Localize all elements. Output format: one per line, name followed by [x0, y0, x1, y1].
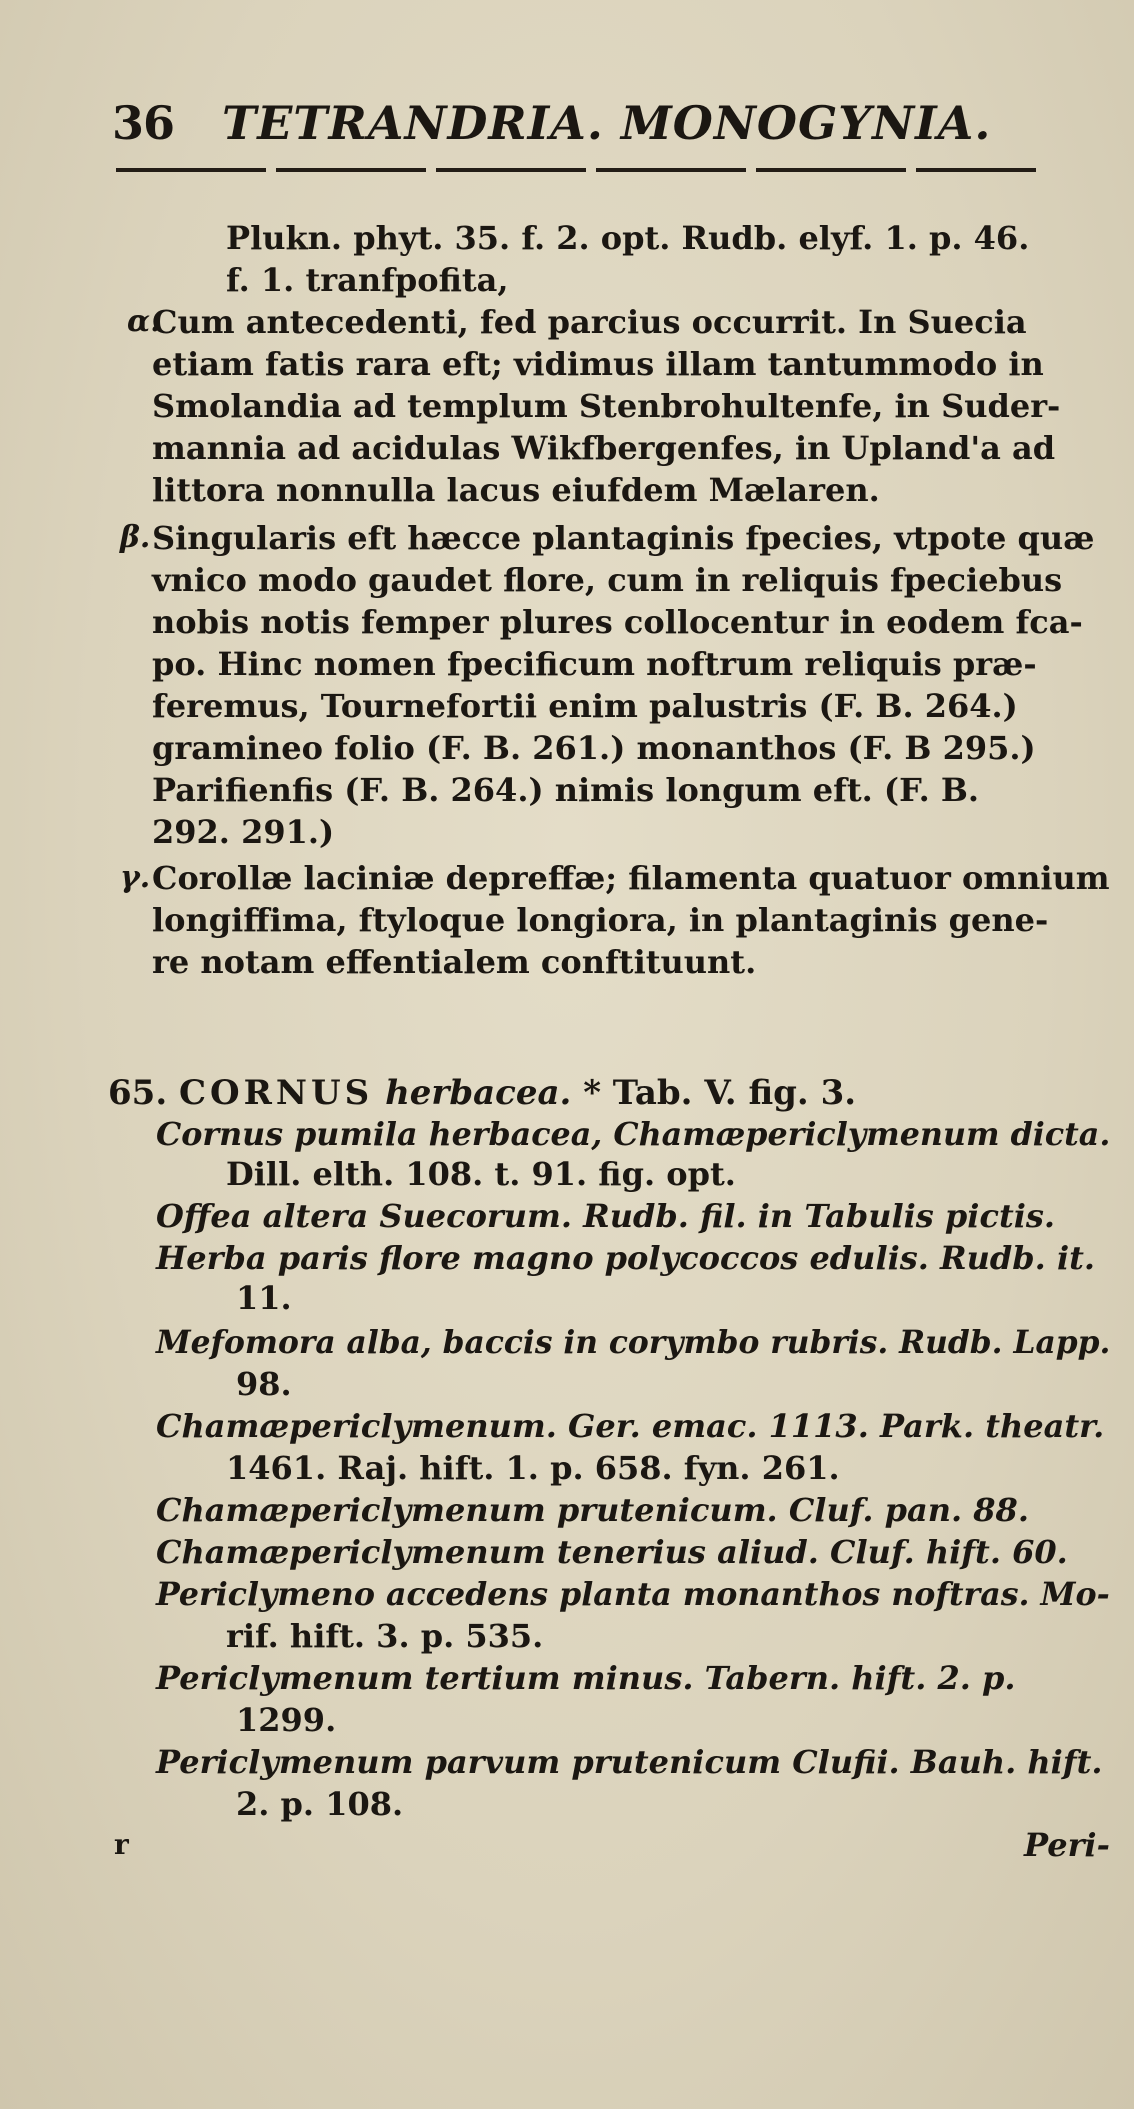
page-number: 36: [112, 96, 175, 150]
synonym-line: 1461. Raj. hift. 1. p. 658. fyn. 261.: [226, 1449, 840, 1487]
synonym-line: 98.: [236, 1365, 292, 1403]
synonym-line: Periclymenum parvum prutenicum Clufii. Bauh. hift.: [156, 1743, 1103, 1781]
note-line: Cum antecedenti, fed parcius occurrit. In Suecia: [152, 303, 1027, 341]
genus-number: 65.: [108, 1073, 168, 1113]
synonym-line: Cornus pumila herbacea, Chamæpericlymenum dicta.: [156, 1115, 1111, 1153]
synonym-line: Mefomora alba, baccis in corymbo rubris. Rudb. Lapp.: [156, 1323, 1111, 1361]
synonym-line: Chamæpericlymenum prutenicum. Cluf. pan. 88.: [156, 1491, 1029, 1529]
synonym-line: 2. p. 108.: [236, 1785, 404, 1823]
running-title: TETRANDRIA. MONOGYNIA.: [222, 96, 992, 150]
note-line: nobis notis femper plures collocentur in eodem fca-: [152, 603, 1083, 641]
genus-heading: [108, 1073, 856, 1113]
continuation-line: f. 1. tranfpofita,: [226, 261, 509, 299]
note-line: longiffima, ftyloque longiora, in plantaginis gene-: [152, 901, 1049, 939]
note-line: vnico modo gaudet flore, cum in reliquis fpeciebus: [152, 561, 1063, 599]
note-marker: β.: [120, 520, 151, 555]
signature-mark: r: [114, 1828, 129, 1861]
note-line: 292. 291.): [152, 813, 335, 851]
genus-epithet: herbacea.: [385, 1073, 572, 1113]
synonym-line: Offea altera Suecorum. Rudb. fil. in Tabulis pictis.: [156, 1197, 1056, 1235]
synonym-line: Herba paris flore magno polycoccos edulis. Rudb. it.: [156, 1239, 1096, 1277]
note-line: Corollæ laciniæ depreffæ; filamenta quatuor omnium: [152, 859, 1110, 897]
note-line: Parifienfis (F. B. 264.) nimis longum eft. (F. B.: [152, 771, 980, 809]
note-line: mannia ad acidulas Wikfbergenfes, in Upland'a ad: [152, 429, 1056, 467]
note-line: feremus, Tournefortii enim palustris (F. B. 264.): [152, 687, 1018, 725]
synonym-line: Periclymenum tertium minus. Tabern. hift. 2. p.: [156, 1659, 1016, 1697]
note-line: Smolandia ad templum Stenbrohultenfe, in Suder-: [152, 387, 1061, 425]
note-marker: γ.: [120, 860, 151, 895]
synonym-line: Dill. elth. 108. t. 91. fig. opt.: [226, 1155, 736, 1193]
note-line: re notam effentialem conftituunt.: [152, 943, 757, 981]
header-rule: [116, 168, 1036, 172]
genus-tab-ref: * Tab. V. fig. 3.: [583, 1073, 857, 1113]
page-header: [112, 96, 1032, 156]
synonym-line: Periclymeno accedens planta monanthos noftras. Mo-: [156, 1575, 1110, 1613]
synonym-line: rif. hift. 3. p. 535.: [226, 1617, 544, 1655]
genus-name: CORNUS: [179, 1073, 374, 1113]
note-marker: α.: [127, 304, 161, 339]
note-line: po. Hinc nomen fpecificum noftrum reliquis præ-: [152, 645, 1037, 683]
note-line: etiam fatis rara eft; vidimus illam tantummodo in: [152, 345, 1044, 383]
note-line: gramineo folio (F. B. 261.) monanthos (F. B 295.): [152, 729, 1036, 767]
synonym-line: 1299.: [236, 1701, 337, 1739]
note-line: Singularis eft hæcce plantaginis fpecies, vtpote quæ: [152, 519, 1095, 557]
synonym-line: Chamæpericlymenum. Ger. emac. 1113. Park. theatr.: [156, 1407, 1105, 1445]
note-line: littora nonnulla lacus eiufdem Mælaren.: [152, 471, 880, 509]
synonym-line: Chamæpericlymenum tenerius aliud. Cluf. hift. 60.: [156, 1533, 1068, 1571]
catchword: Peri-: [1024, 1826, 1110, 1864]
synonym-line: 11.: [236, 1279, 292, 1317]
continuation-line: Plukn. phyt. 35. f. 2. opt. Rudb. elyf. 1. p. 46.: [226, 219, 1030, 257]
